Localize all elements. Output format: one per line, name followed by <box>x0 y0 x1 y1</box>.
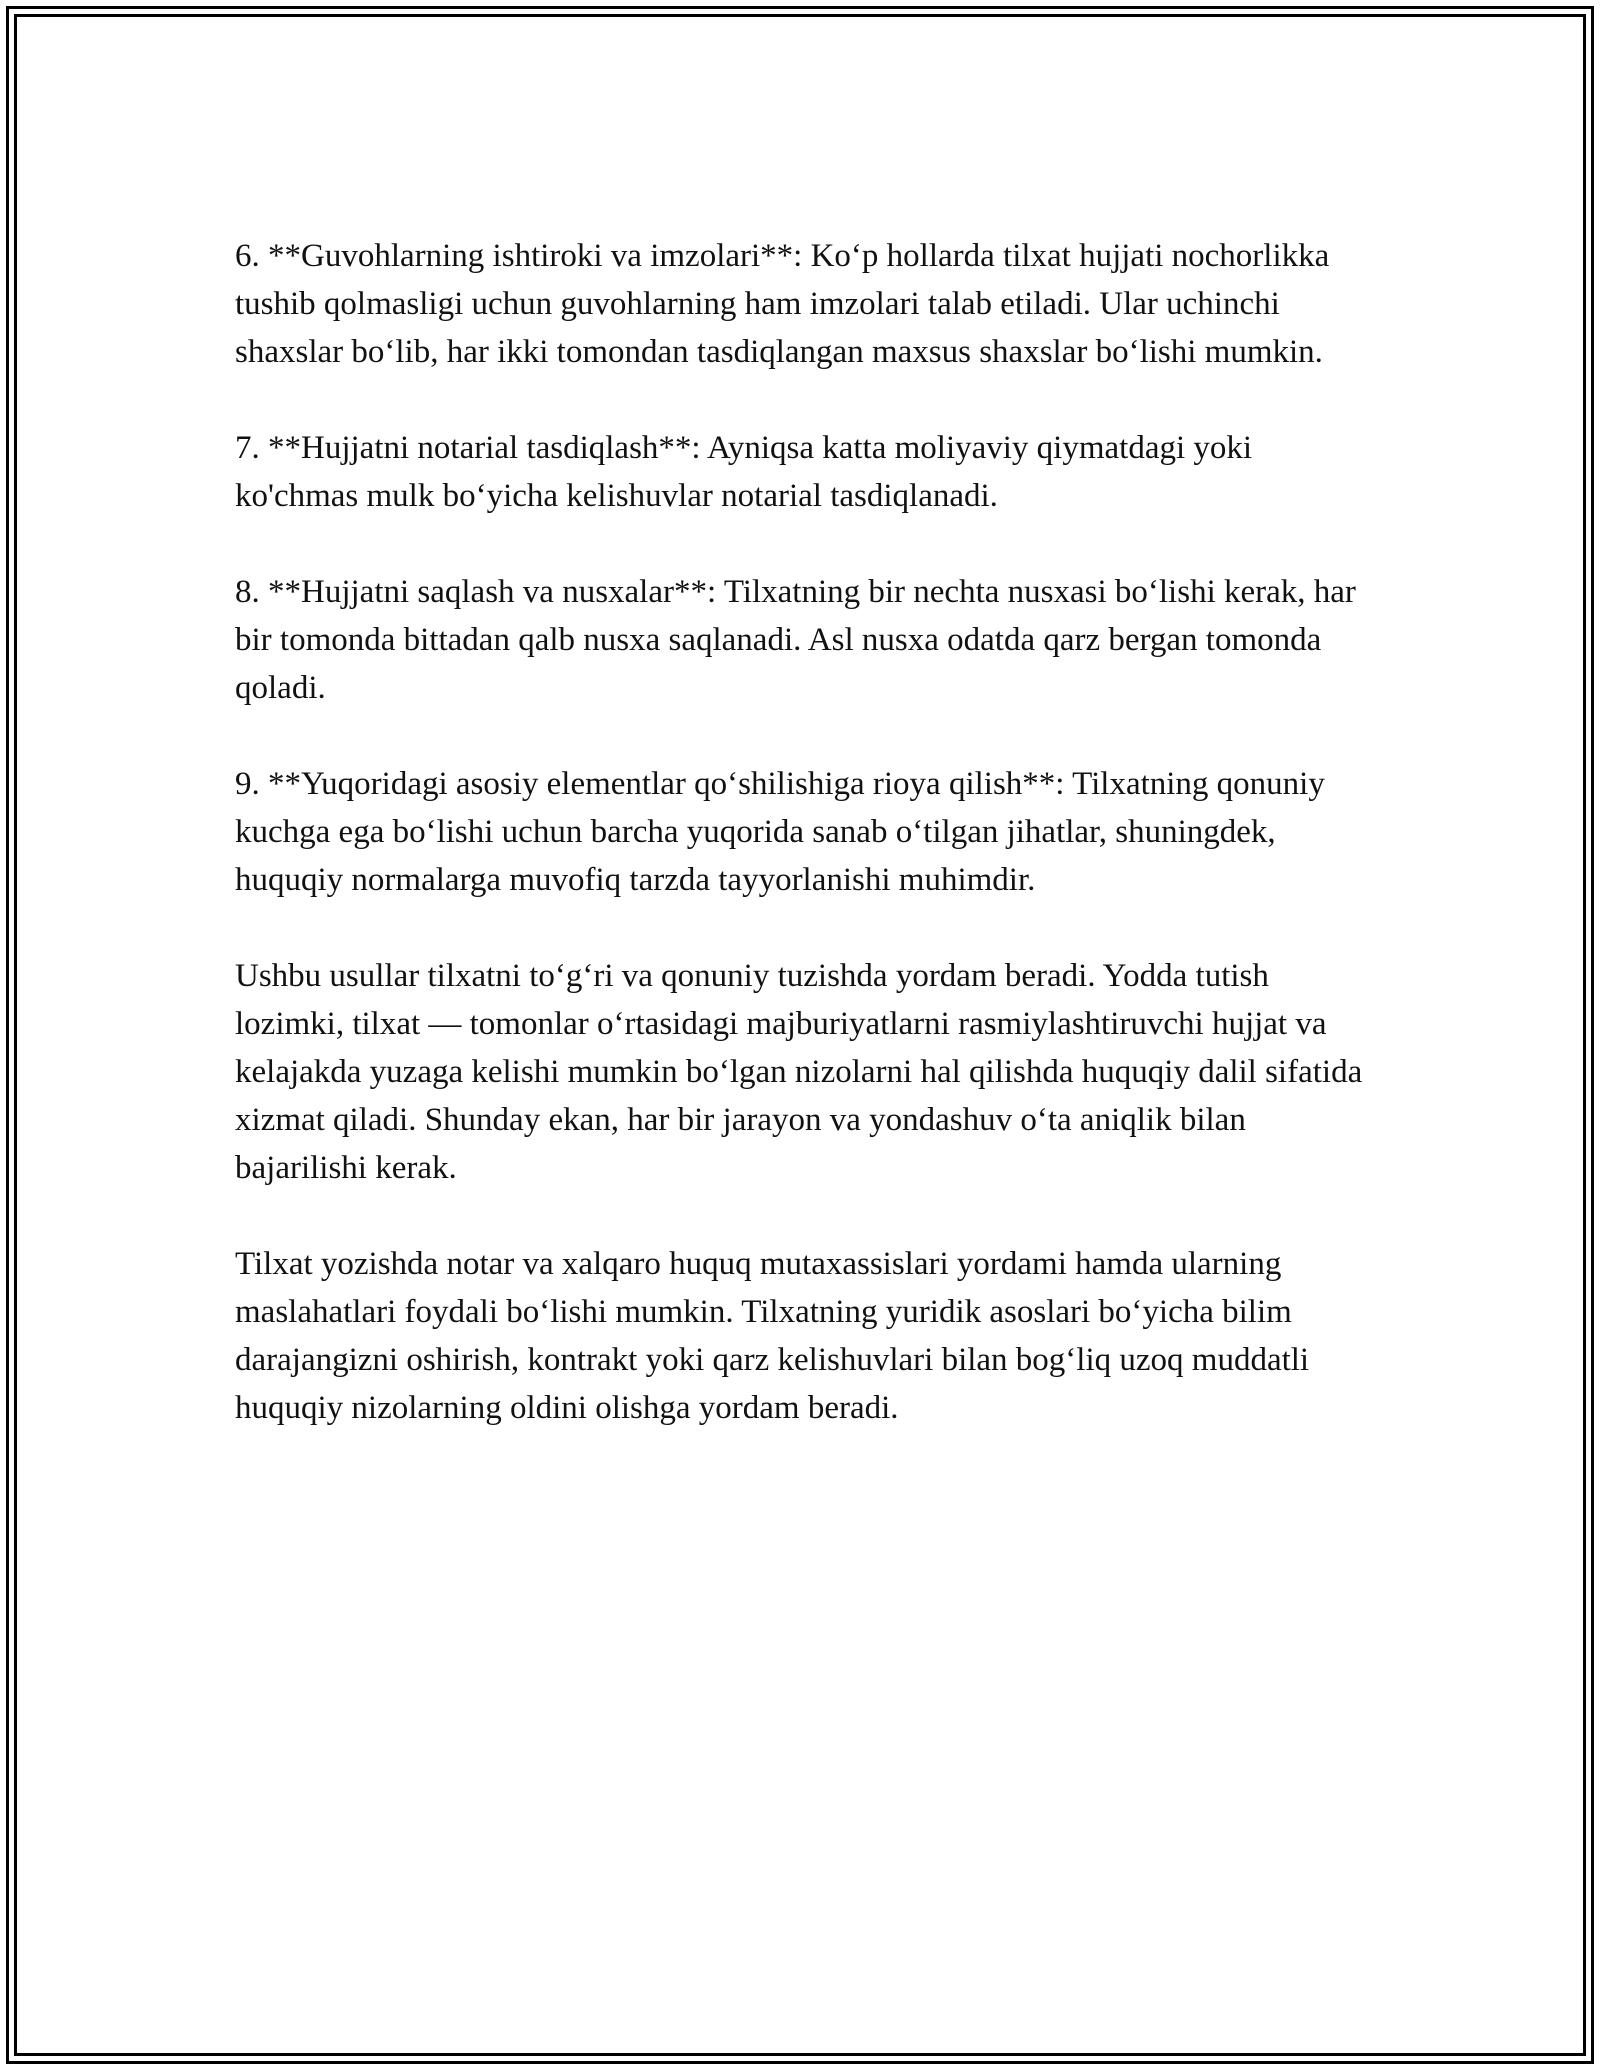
paragraph-item-9: 9. **Yuqoridagi asosiy elementlar qo‘shilishiga rioya qilish**: Tilxatning qonuniy kuchga ega bo‘lishi uchun barcha yuqorida sanab o‘tilgan jihatlar, shuningdek, huquqiy normalarga muvofiq tarzda tayyorlanishi muhimdir. <box>235 766 1325 898</box>
paragraph-closing: Tilxat yozishda notar va xalqaro huquq mutaxassislari yordami hamda ularning maslahatlari foydali bo‘lishi mumkin. Tilxatning yuridik asoslari bo‘yicha bilim darajangizni oshirish, kontrakt yoki qarz kelishuvlari bilan bog‘liq uzoq muddatli huquqiy nizolarning oldini olishga yordam beradi. <box>235 1246 1310 1426</box>
document-body <box>235 232 1365 1432</box>
paragraph-item-7: 7. **Hujjatni notarial tasdiqlash**: Ayniqsa katta moliyaviy qiymatdagi yoki ko'chmas mulk bo‘yicha kelishuvlar notarial tasdiqlanadi. <box>235 430 1253 514</box>
paragraph-item-8: 8. **Hujjatni saqlash va nusxalar**: Tilxatning bir nechta nusxasi bo‘lishi kerak, har bir tomonda bittadan qalb nusxa saqlanadi. Asl nusxa odatda qarz bergan tomonda qoladi. <box>235 574 1356 706</box>
paragraph-summary: Ushbu usullar tilxatni to‘g‘ri va qonuniy tuzishda yordam beradi. Yodda tutish lozimki, tilxat — tomonlar o‘rtasidagi majburiyatlarni rasmiylashtiruvchi hujjat va kelajakda yuzaga kelishi mumkin bo‘lgan nizolarni hal qilishda huquqiy dalil sifatida xizmat qiladi. Shunday ekan, har bir jarayon va yondashuv o‘ta aniqlik bilan bajarilishi kerak. <box>235 958 1363 1186</box>
paragraph-item-6: 6. **Guvohlarning ishtiroki va imzolari**: Ko‘p hollarda tilxat hujjati nochorlikka tushib qolmasligi uchun guvohlarning ham imzolari talab etiladi. Ular uchinchi shaxslar bo‘lib, har ikki tomondan tasdiqlangan maxsus shaxslar bo‘lishi mumkin. <box>235 238 1330 370</box>
